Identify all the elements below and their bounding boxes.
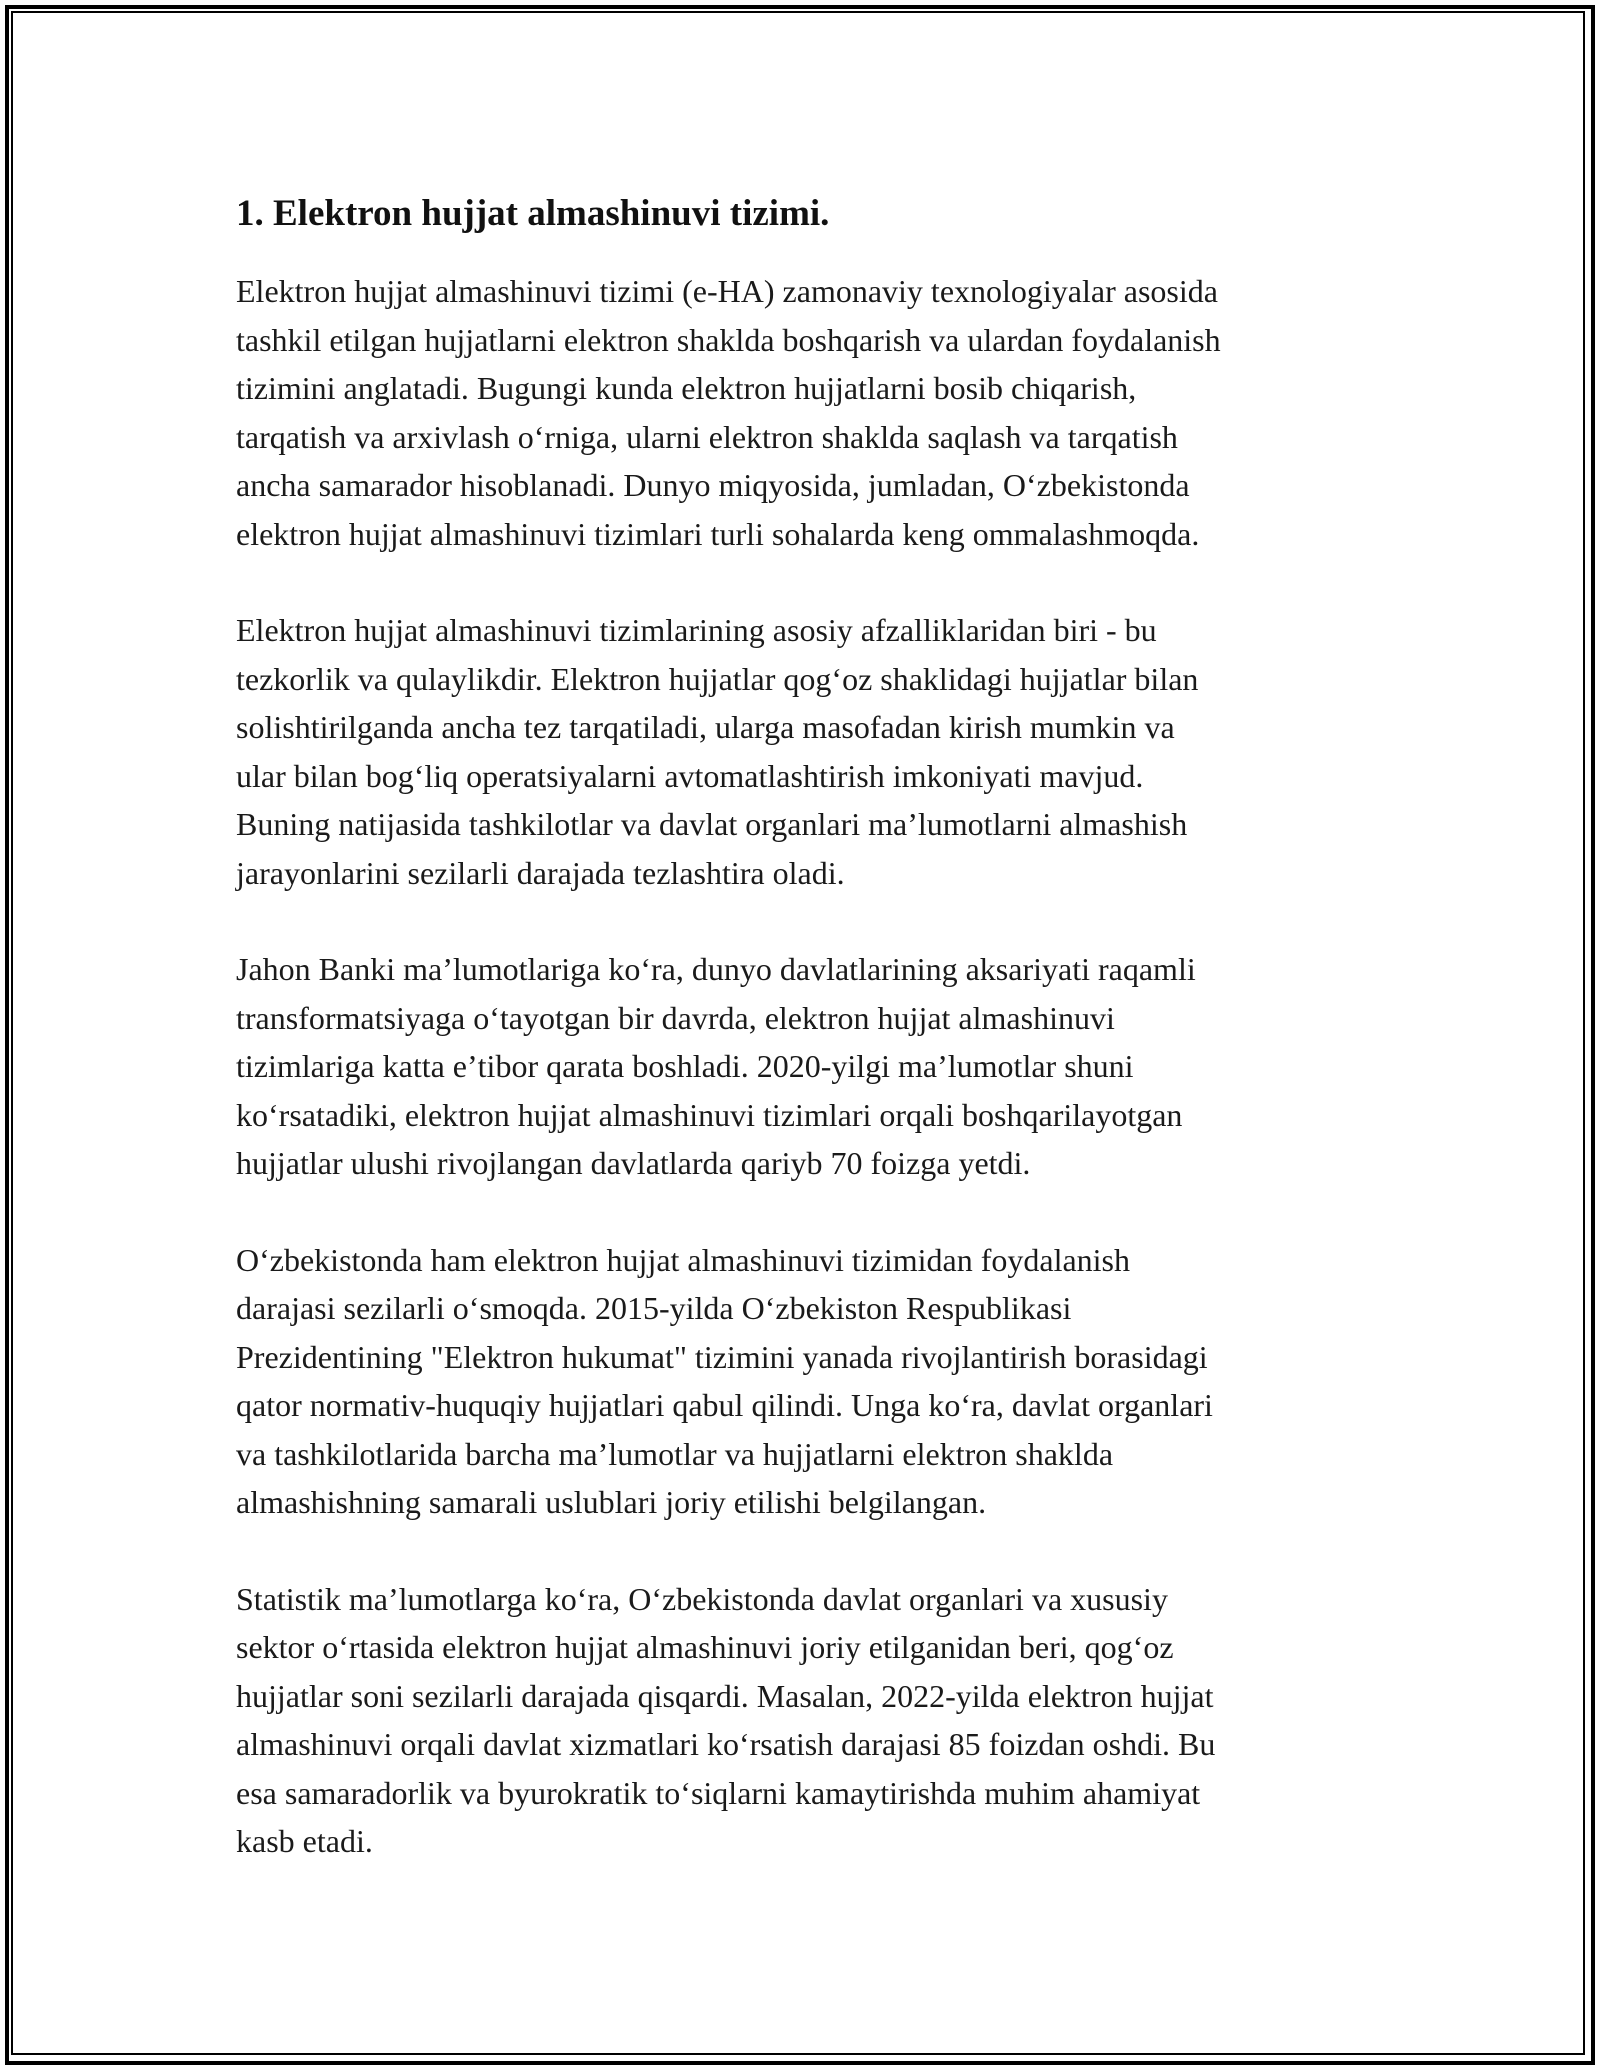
paragraph-statistics: Statistik maʼlumotlarga koʻra, Oʻzbekistonda davlat organlari va xususiy sektor oʻrtasida elektron hujjat almashinuvi joriy etilganidan beri, qogʻoz hujjatlar soni sezilarli darajada qisqardi. Masalan, 2022-yilda elektron hujjat almashinuvi orqali davlat xizmatlari koʻrsatish darajasi 85 foizdan oshdi. Bu esa samaradorlik va byurokratik toʻsiqlarni kamaytirishda muhim ahamiyat kasb etadi. (236, 1580, 1216, 1859)
section-heading: 1. Elektron hujjat almashinuvi tizimi. (236, 193, 830, 234)
paragraph-uzbekistan: Oʻzbekistonda ham elektron hujjat almashinuvi tizimidan foydalanish darajasi sezilarli oʻsmoqda. 2015-yilda Oʻzbekiston Respublikasi Prezidentining "Elektron hukumat" tizimini yanada rivojlantirish borasidagi qator normativ-huquqiy hujjatlari qabul qilindi. Unga koʻra, davlat organlari va tashkilotlarida barcha maʼlumotlar va hujjatlarni elektron shaklda almashishning samarali uslublari joriy etilishi belgilangan. (236, 1241, 1213, 1520)
document-body (236, 186, 1376, 1914)
paragraph-advantages: Elektron hujjat almashinuvi tizimlarining asosiy afzalliklaridan biri - bu tezkorlik va qulaylikdir. Elektron hujjatlar qogʻoz shaklidagi hujjatlar bilan solishtirilganda ancha tez tarqatiladi, ularga masofadan kirish mumkin va ular bilan bogʻliq operatsiyalarni avtomatlashtirish imkoniyati mavjud. Buning natijasida tashkilotlar va davlat organlari maʼlumotlarni almashish jarayonlarini sezilarli darajada tezlashtira oladi. (236, 612, 1199, 891)
paragraph-world-bank: Jahon Banki maʼlumotlariga koʻra, dunyo davlatlarining aksariyati raqamli transformatsiyaga oʻtayotgan bir davrda, elektron hujjat almashinuvi tizimlariga katta eʼtibor qarata boshladi. 2020-yilgi maʼlumotlar shuni koʻrsatadiki, elektron hujjat almashinuvi tizimlari orqali boshqarilayotgan hujjatlar ulushi rivojlangan davlatlarda qariyb 70 foizga yetdi. (236, 951, 1196, 1181)
paragraph-intro: Elektron hujjat almashinuvi tizimi (e-HA) zamonaviy texnologiyalar asosida tashkil etilgan hujjatlarni elektron shaklda boshqarish va ulardan foydalanish tizimini anglatadi. Bugungi kunda elektron hujjatlarni bosib chiqarish, tarqatish va arxivlash oʻrniga, ularni elektron shaklda saqlash va tarqatish ancha samarador hisoblanadi. Dunyo miqyosida, jumladan, Oʻzbekistonda elektron hujjat almashinuvi tizimlari turli sohalarda keng ommalashmoqda. (236, 273, 1221, 552)
